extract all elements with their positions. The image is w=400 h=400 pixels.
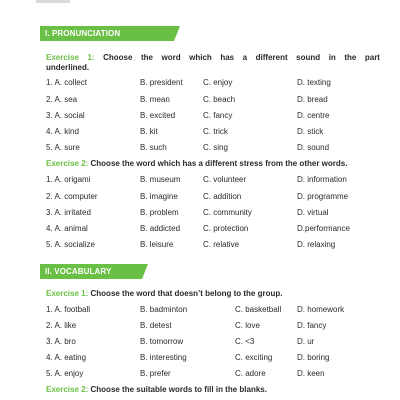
exercise-1-instruction [46,52,380,63]
option-c: C. trick [203,127,228,136]
question-row [46,191,376,203]
option-a: 4. A. eating [46,353,87,362]
option-d: D. bread [297,95,328,104]
option-b: B. badminton [140,305,188,314]
question-row [46,352,376,364]
question-row [46,223,376,235]
option-a: 4. A. kind [46,127,79,136]
option-c: C. addition [203,192,242,201]
question-row [46,207,376,219]
option-a: 4. A. animal [46,224,88,233]
question-row [46,126,376,138]
exercise-4-text: Choose the suitable words to fill in the blanks. [90,385,267,394]
option-d: D. fancy [297,321,327,330]
option-b: B. leisure [140,240,174,249]
exercise-1-label: Exercise 1: [46,53,95,62]
question-row [46,174,376,186]
option-c: C. beach [203,95,236,104]
option-d: D.performance [297,224,350,233]
option-c: C. community [203,208,252,217]
option-b: B. kit [140,127,158,136]
page-top-mark [36,0,70,3]
option-c: C. basketball [235,305,282,314]
option-b: B. interesting [140,353,187,362]
option-c: C. exciting [235,353,273,362]
exercise-4-label: Exercise 2: [46,385,89,394]
option-c: C. <3 [235,337,255,346]
question-row [46,239,376,251]
option-d: D. homework [297,305,345,314]
option-a: 5. A. socialize [46,240,95,249]
question-row [46,336,376,348]
option-a: 2. A. sea [46,95,78,104]
option-b: B. such [140,143,167,152]
section-header-vocabulary: II. VOCABULARY [40,264,142,279]
option-c: C. fancy [203,111,233,120]
option-c: C. volunteer [203,175,247,184]
option-a: 2. A. like [46,321,77,330]
option-c: C. sing [203,143,228,152]
option-d: D. texting [297,78,331,87]
option-a: 1. A. origami [46,175,91,184]
option-d: D. relaxing [297,240,336,249]
option-d: D. keen [297,369,325,378]
question-row [46,94,376,106]
option-b: B. mean [140,95,170,104]
option-c: C. love [235,321,260,330]
option-a: 2. A. computer [46,192,98,201]
exercise-2-text: Choose the word which has a different stress from the other words. [90,159,348,168]
option-b: B. prefer [140,369,171,378]
option-a: 3. A. bro [46,337,76,346]
section-header-pronunciation: I. PRONUNCIATION [40,26,174,41]
option-c: C. protection [203,224,249,233]
option-d: D. sound [297,143,330,152]
option-b: B. president [140,78,183,87]
exercise-3-label: Exercise 1: [46,289,89,298]
option-b: B. tomorrow [140,337,184,346]
option-d: D. programme [297,192,349,201]
option-b: B. museum [140,175,181,184]
option-d: D. stick [297,127,324,136]
question-row [46,320,376,332]
option-c: C. enjoy [203,78,233,87]
option-a: 3. A. irritated [46,208,91,217]
exercise-1-instruction-cont: underlined. [46,63,90,72]
question-row [46,77,376,89]
option-a: 3. A. social [46,111,85,120]
option-a: 1. A. collect [46,78,87,87]
exercise-2-label: Exercise 2: [46,159,89,168]
question-row [46,368,376,380]
option-a: 5. A. enjoy [46,369,84,378]
option-d: D. boring [297,353,330,362]
option-d: D. virtual [297,208,329,217]
question-row [46,110,376,122]
option-a: 1. A. football [46,305,91,314]
question-row [46,304,376,316]
option-d: D. centre [297,111,330,120]
option-b: B. imagine [140,192,178,201]
question-row [46,142,376,154]
option-c: C. relative [203,240,240,249]
option-d: D. ur [297,337,315,346]
option-b: B. addicted [140,224,181,233]
exercise-2-instruction [46,159,347,168]
exercise-4-instruction [46,385,267,394]
option-b: B. problem [140,208,179,217]
option-b: B. excited [140,111,176,120]
exercise-1-text: Choose the word which has a different sound in the part [103,53,380,62]
exercise-3-text: Choose the word that doesn’t belong to the group. [90,289,283,298]
option-b: B. detest [140,321,172,330]
option-a: 5. A. sure [46,143,80,152]
option-c: C. adore [235,369,266,378]
option-d: D. information [297,175,347,184]
exercise-3-instruction [46,289,283,298]
